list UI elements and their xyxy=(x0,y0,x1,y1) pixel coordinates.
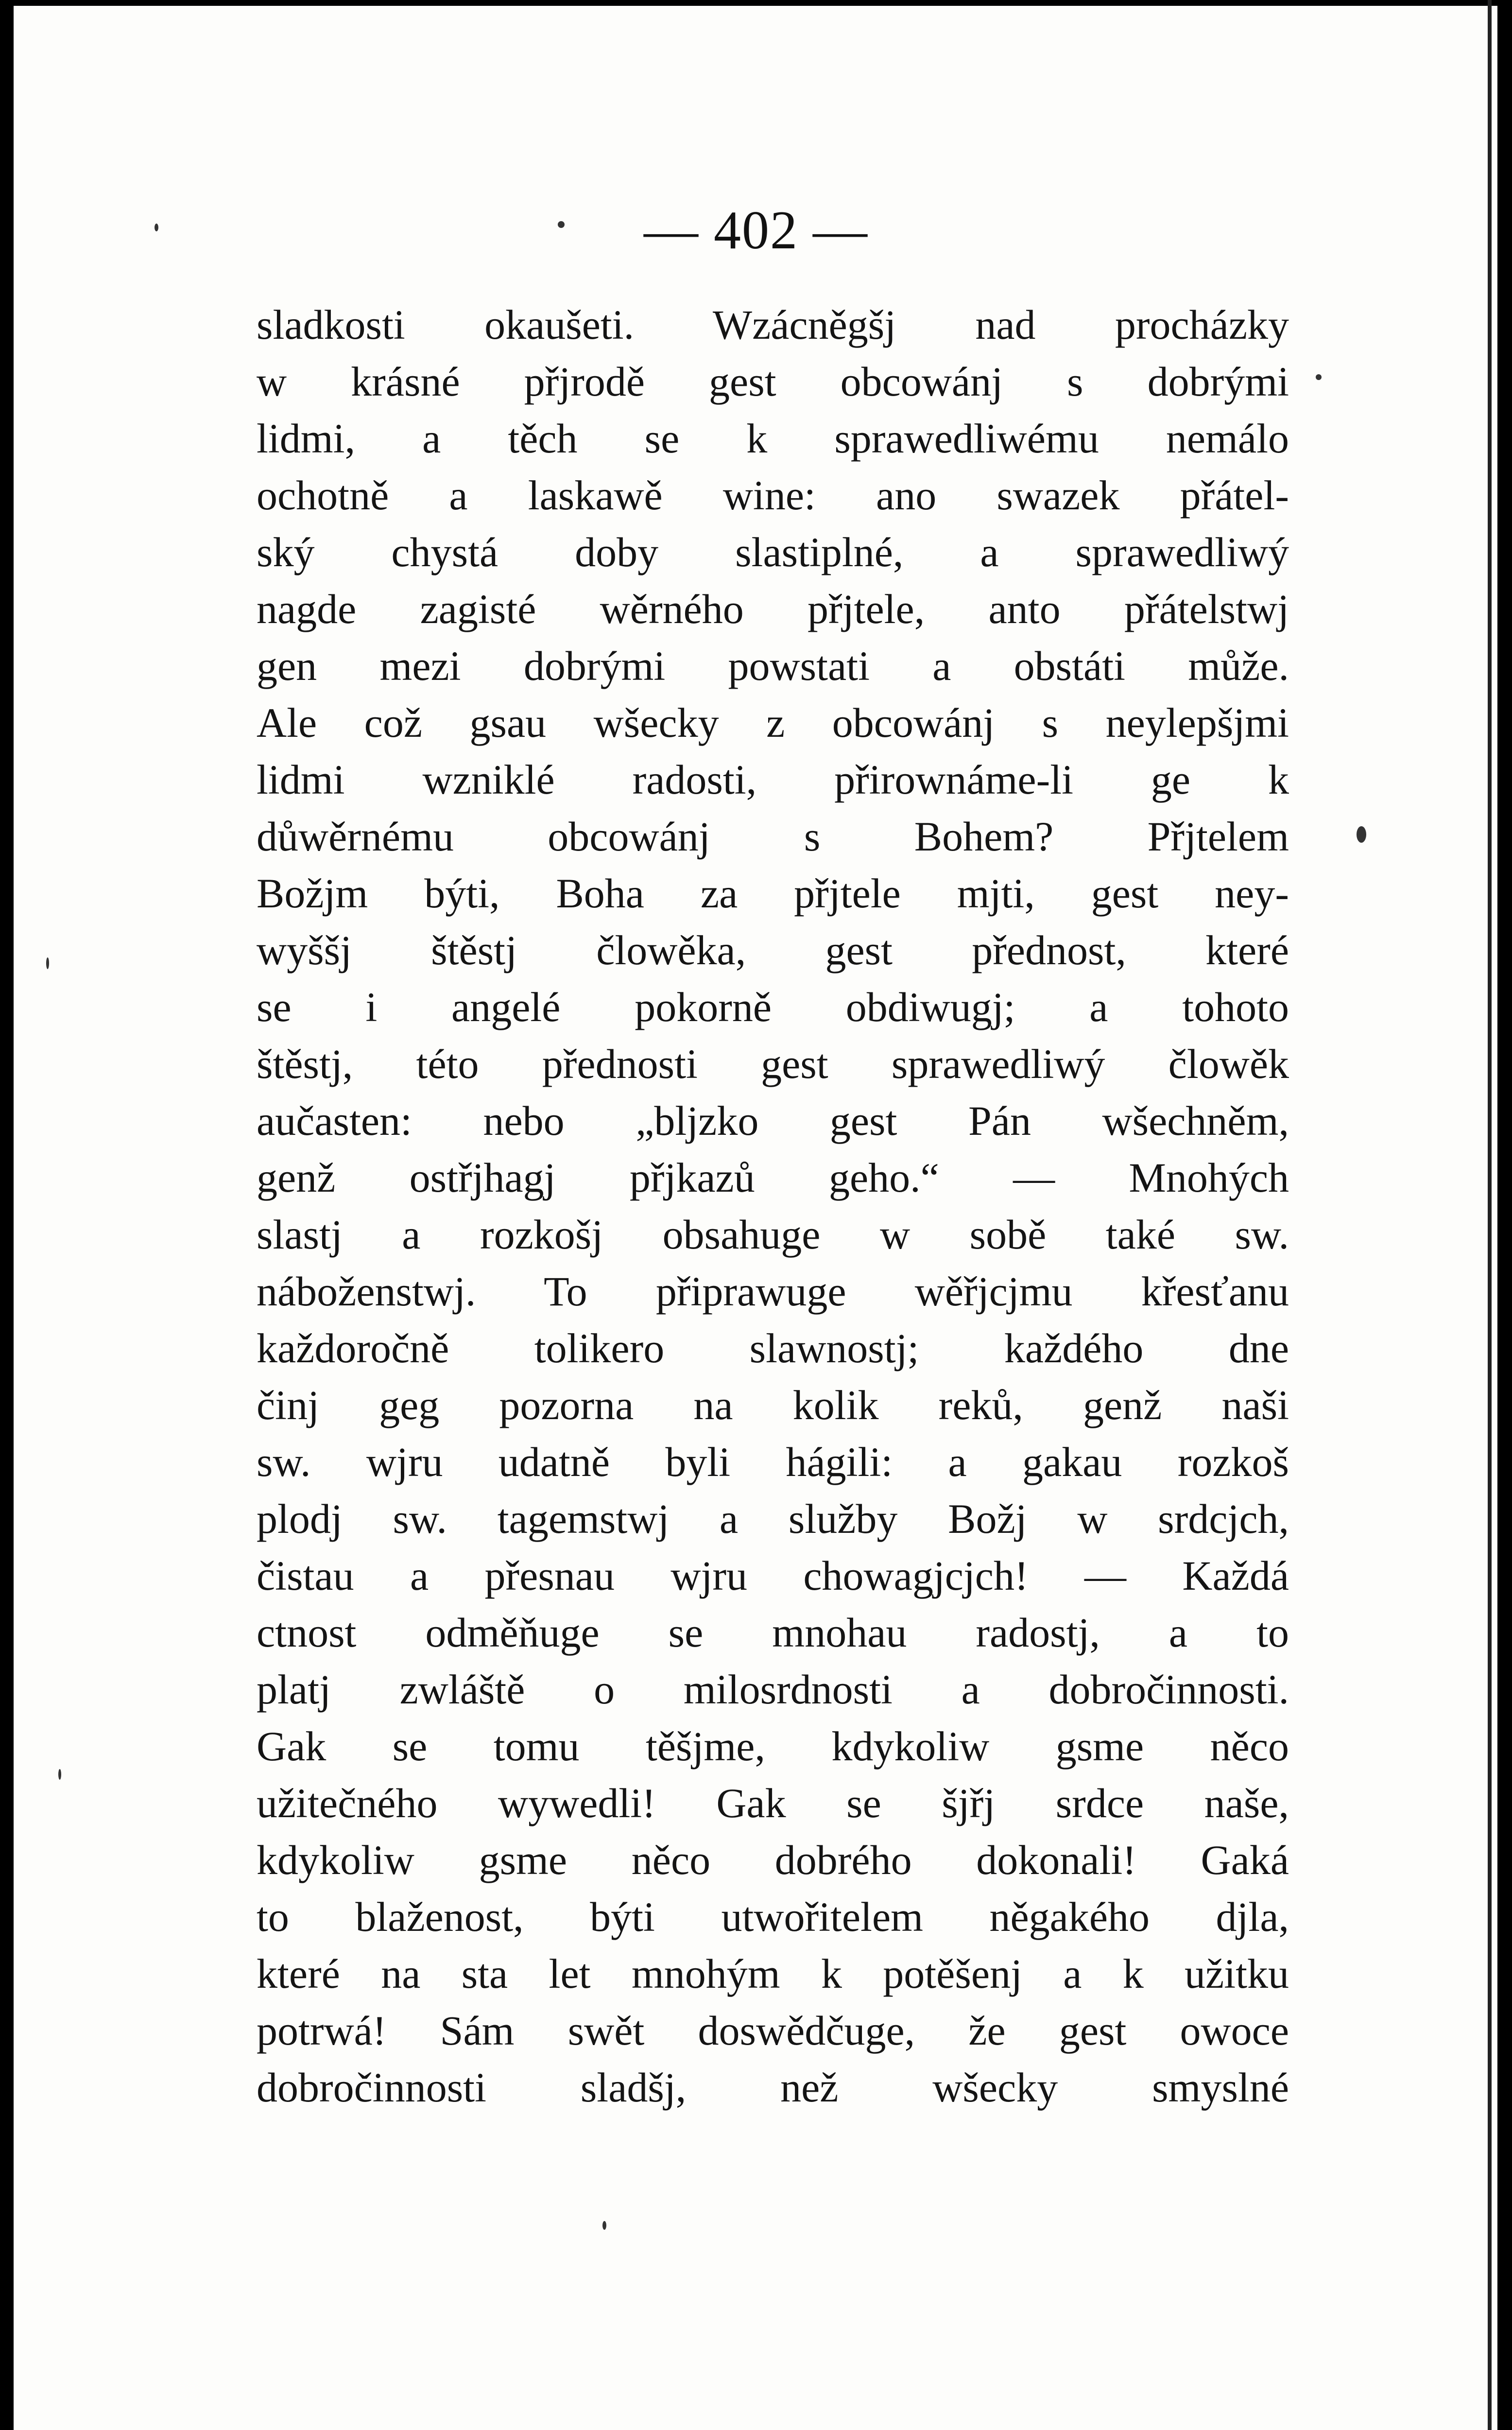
text-line: genž ostřjhagj přjkazů geho.“ — Mnohých xyxy=(257,1154,1289,1201)
scan-speck xyxy=(46,957,49,969)
scan-speck xyxy=(602,2221,606,2230)
text-line: nagde zagisté wěrného přjtele, anto přátelstwj xyxy=(257,586,1289,632)
text-line: ctnost odměňuge se mnohau radostj, a to xyxy=(257,1609,1289,1656)
text-line: ochotně a laskawě wine: ano swazek přátel- xyxy=(257,472,1289,519)
text-line: gen mezi dobrými powstati a obstáti může. xyxy=(257,642,1289,689)
text-line: potrwá! Sám swět doswědčuge, že gest owoce xyxy=(257,2007,1289,2054)
text-line: se i angelé pokorně obdiwugj; a tohoto xyxy=(257,984,1289,1030)
text-line: plodj sw. tagemstwj a služby Božj w srdcjch, xyxy=(257,1495,1289,1542)
text-line: činj geg pozorna na kolik reků, genž naši xyxy=(257,1382,1289,1428)
text-line: štěstj, této přednosti gest sprawedliwý člowěk xyxy=(257,1041,1289,1087)
page-number: — 402 — xyxy=(644,200,868,260)
text-line: aučasten: nebo „bljzko gest Pán wšechněm, xyxy=(257,1097,1289,1144)
text-line: sladkosti okaušeti. Wzácněgšj nad procházky xyxy=(257,301,1289,348)
text-line: platj zwláště o milosrdnosti a dobročinnosti. xyxy=(257,1666,1289,1713)
text-line: čistau a přesnau wjru chowagjcjch! — Každá xyxy=(257,1552,1289,1599)
scan-border-right xyxy=(1497,0,1512,2430)
scan-border-top xyxy=(0,0,1512,6)
scan-border-left xyxy=(0,0,14,2430)
text-line: náboženstwj. To připrawuge wěřjcjmu křesťanu xyxy=(257,1268,1289,1315)
text-line: které na sta let mnohým k potěšenj a k užitku xyxy=(257,1950,1289,1997)
text-line: kdykoliw gsme něco dobrého dokonali! Gaká xyxy=(257,1837,1289,1883)
scan-speck xyxy=(58,1769,61,1780)
text-line: to blaženost, býti utwořitelem něgakého djla, xyxy=(257,1893,1289,1940)
text-line: slastj a rozkošj obsahuge w sobě také sw. xyxy=(257,1211,1289,1258)
text-line: w krásné přjrodě gest obcowánj s dobrými xyxy=(257,358,1289,405)
text-line: dobročinnosti sladšj, než wšecky smyslné xyxy=(257,2064,1289,2111)
text-line: Ale což gsau wšecky z obcowánj s neylepšjmi xyxy=(257,699,1289,746)
text-line: užitečného wywedli! Gak se šjřj srdce naše, xyxy=(257,1780,1289,1826)
text-line: lidmi wzniklé radosti, přirownáme-li ge k xyxy=(257,756,1289,803)
text-line: Gak se tomu těšjme, kdykoliw gsme něco xyxy=(257,1723,1289,1770)
page-edge-shadow xyxy=(1488,0,1492,2430)
text-line: každoročně tolikero slawnostj; každého dne xyxy=(257,1325,1289,1371)
scan-speck xyxy=(1316,374,1322,380)
scan-speck xyxy=(1357,826,1366,843)
text-line: důwěrnému obcowánj s Bohem? Přjtelem xyxy=(257,813,1289,860)
text-line: ský chystá doby slastiplné, a sprawedliwý xyxy=(257,529,1289,575)
text-line: Božjm býti, Boha za přjtele mjti, gest ney- xyxy=(257,870,1289,917)
body-text xyxy=(257,296,1289,2116)
text-line: wyššj štěstj člowěka, gest přednost, které xyxy=(257,927,1289,973)
text-line: lidmi, a těch se k sprawedliwému nemálo xyxy=(257,415,1289,462)
text-line: sw. wjru udatně byli hágili: a gakau rozkoš xyxy=(257,1439,1289,1485)
